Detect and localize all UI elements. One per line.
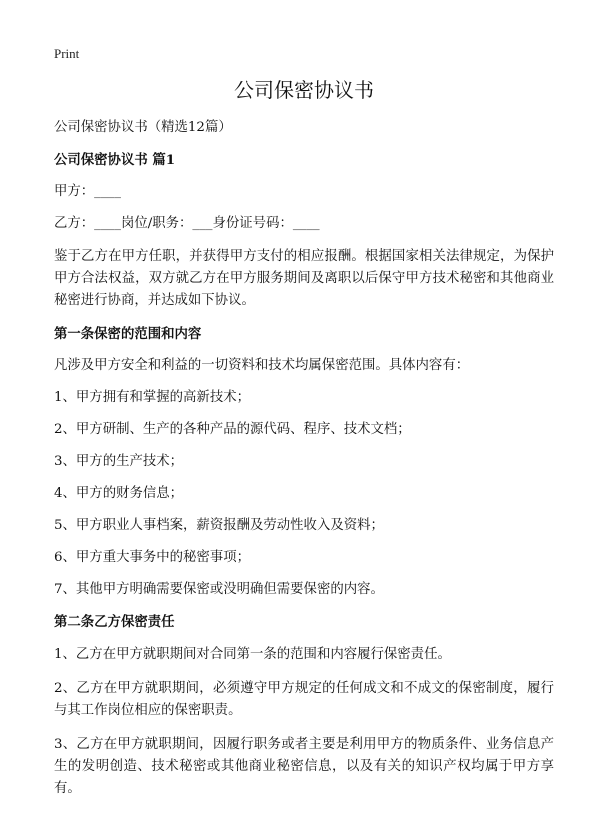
article-1-item: 1、甲方拥有和掌握的高新技术； <box>54 390 250 405</box>
party-b-line: 乙方：____岗位/职务：___身份证号码：____ <box>54 216 320 231</box>
article-1-item: 6、甲方重大事务中的秘密事项； <box>54 550 250 565</box>
article-2-heading: 第二条乙方保密责任 <box>54 614 175 630</box>
document-title: 公司保密协议书 <box>234 78 374 102</box>
print-link[interactable]: Print <box>54 46 80 61</box>
section-title: 公司保密协议书 篇1 <box>54 152 176 168</box>
article-1-lead: 凡涉及甲方安全和利益的一切资料和技术均属保密范围。具体内容有： <box>54 358 470 373</box>
article-1-item: 4、甲方的财务信息； <box>54 486 184 501</box>
document-body <box>54 76 554 812</box>
article-2-item: 2、乙方在甲方就职期间，必须遵守甲方规定的任何成文和不成文的保密制度，履行与其工作岗位相应的保密职责。 <box>54 681 554 718</box>
intro-paragraph: 鉴于乙方在甲方任职，并获得甲方支付的相应报酬。根据国家相关法律规定，为保护甲方合法权益，双方就乙方在甲方服务期间及离职以后保守甲方技术秘密和其他商业秘密进行协商，并达成如下协议。 <box>54 249 554 308</box>
article-1-item: 2、甲方研制、生产的各种产品的源代码、程序、技术文档； <box>54 422 411 437</box>
article-1-item: 5、甲方职业人事档案，薪资报酬及劳动性收入及资料； <box>54 518 384 533</box>
article-2-item: 1、乙方在甲方就职期间对合同第一条的范围和内容履行保密责任。 <box>54 647 451 662</box>
article-1-item: 7、其他甲方明确需要保密或没明确但需要保密的内容。 <box>54 582 384 597</box>
article-2-item: 3、乙方在甲方就职期间，因履行职务或者主要是利用甲方的物质条件、业务信息产生的发明创造、技术秘密或其他商业秘密信息，以及有关的知识产权均属于甲方享有。 <box>54 737 554 796</box>
party-a-line: 甲方：____ <box>54 184 121 199</box>
article-1-item: 3、甲方的生产技术； <box>54 454 184 469</box>
article-1-heading: 第一条保密的范围和内容 <box>54 326 202 342</box>
document-subtitle: 公司保密协议书（精选12篇） <box>54 120 232 135</box>
